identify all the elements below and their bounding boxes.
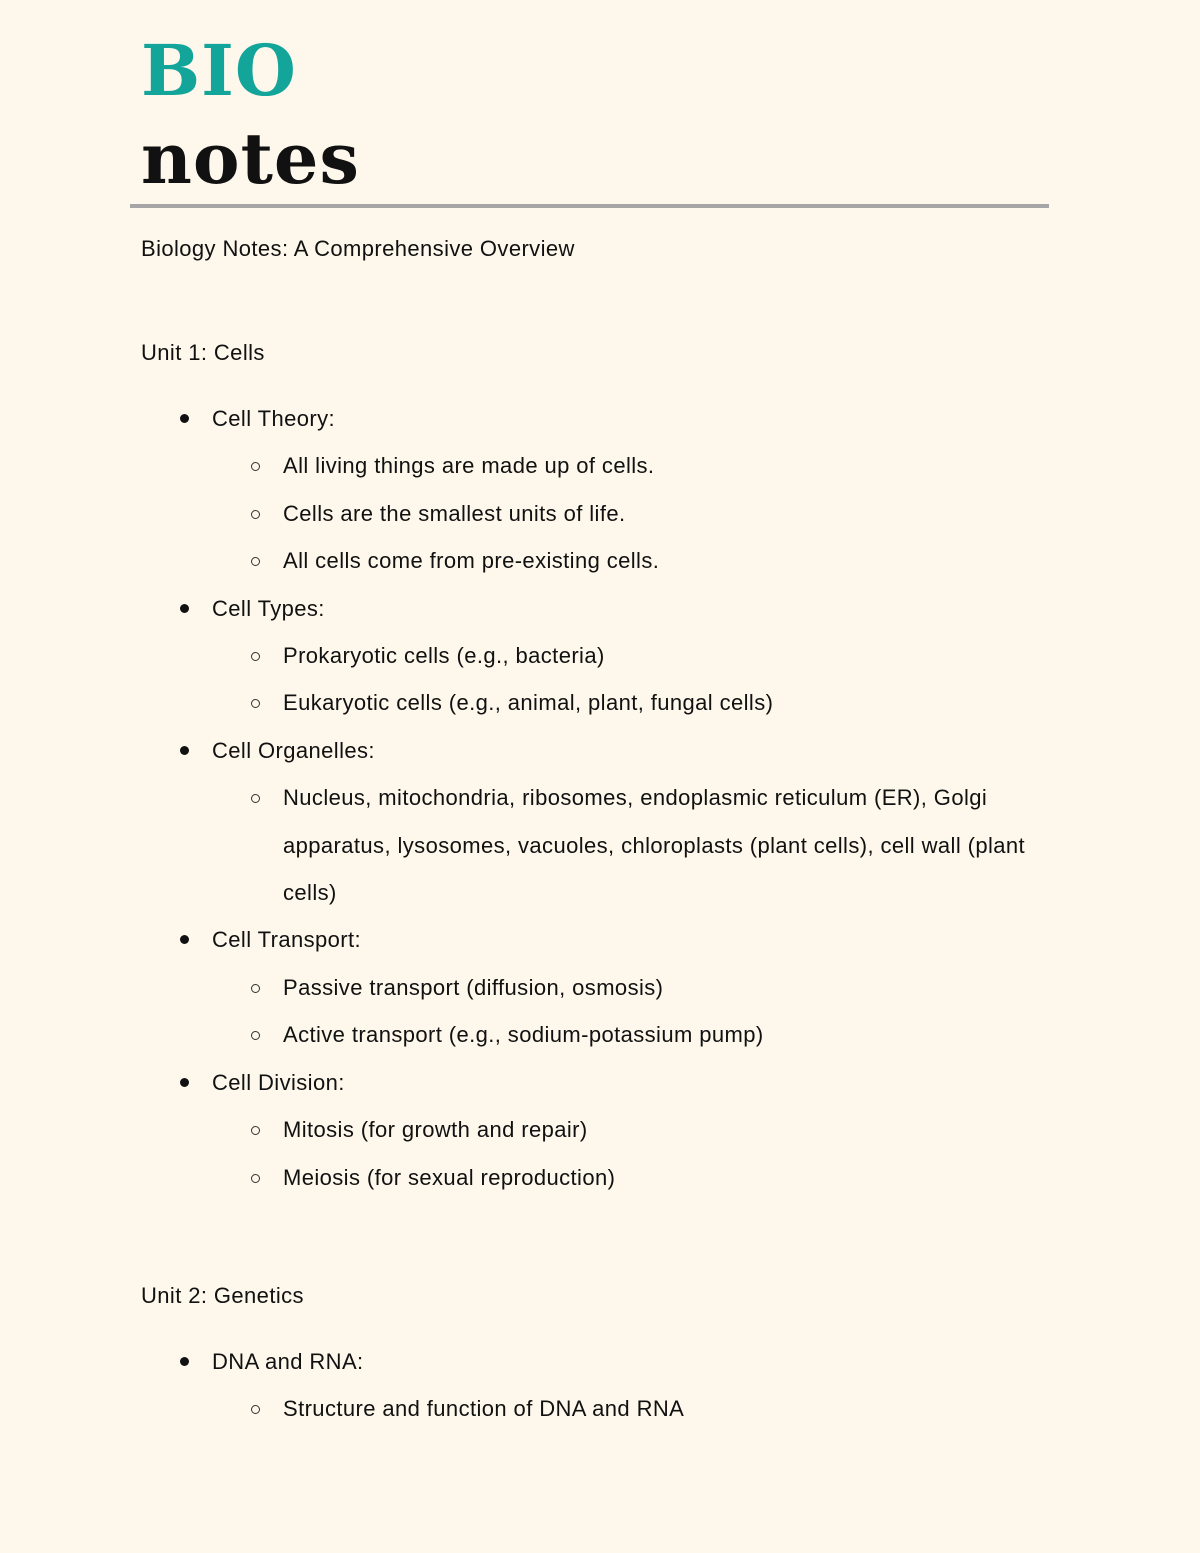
topic-list — [141, 1338, 1061, 1433]
circle-bullet-icon — [251, 1174, 260, 1183]
point-text: All cells come from pre-existing cells. — [283, 548, 660, 574]
bullet-icon — [180, 746, 189, 755]
bullet-icon — [180, 935, 189, 944]
point-item — [212, 490, 1061, 537]
point-item — [212, 679, 1061, 726]
point-item — [212, 442, 1061, 489]
circle-bullet-icon — [251, 794, 260, 803]
point-text: Structure and function of DNA and RNA — [283, 1396, 685, 1422]
point-text: Mitosis (for growth and repair) — [283, 1117, 588, 1143]
document-title: Biology Notes: A Comprehensive Overview — [141, 236, 575, 261]
topic-item — [141, 1338, 1061, 1433]
topic-item — [141, 1059, 1061, 1201]
circle-bullet-icon — [251, 557, 260, 566]
point-text: Prokaryotic cells (e.g., bacteria) — [283, 643, 605, 669]
circle-bullet-icon — [251, 462, 260, 471]
point-item — [212, 1106, 1061, 1153]
circle-bullet-icon — [251, 510, 260, 519]
topic-label: DNA and RNA: — [212, 1348, 364, 1374]
circle-bullet-icon — [251, 652, 260, 661]
circle-bullet-icon — [251, 984, 260, 993]
bullet-icon — [180, 1078, 189, 1087]
brand-title-notes: notes — [141, 117, 360, 200]
topic-item — [141, 585, 1061, 727]
point-text: Cells are the smallest units of life. — [283, 500, 626, 526]
point-text: Eukaryotic cells (e.g., animal, plant, fungal cells) — [283, 690, 774, 716]
topic-label: Cell Theory: — [212, 406, 335, 431]
topic-item — [141, 916, 1061, 1058]
bullet-icon — [180, 604, 189, 613]
topic-label: Cell Division: — [212, 1069, 345, 1095]
point-list — [212, 1106, 1061, 1201]
unit-section — [141, 334, 1061, 1201]
title-divider — [130, 204, 1049, 208]
point-item — [212, 1385, 1061, 1432]
brand-title-bio: BIO — [141, 29, 297, 112]
topic-label: Cell Transport: — [212, 927, 362, 953]
circle-bullet-icon — [251, 699, 260, 708]
point-item — [212, 964, 1061, 1011]
point-list — [212, 1385, 1061, 1432]
point-text: Passive transport (diffusion, osmosis) — [283, 974, 664, 1000]
bullet-icon — [180, 414, 189, 423]
topic-item — [141, 727, 1061, 917]
topic-label: Cell Types: — [212, 595, 325, 621]
unit-heading: Unit 2: Genetics — [141, 1282, 304, 1308]
point-item — [212, 632, 1061, 679]
point-list — [212, 632, 1061, 727]
point-item — [212, 1154, 1061, 1201]
point-list — [212, 442, 1061, 584]
topic-label: Cell Organelles: — [212, 737, 375, 763]
notes-body — [141, 230, 1061, 1433]
point-item — [212, 537, 1061, 584]
point-list — [212, 964, 1061, 1059]
topic-list — [141, 395, 1061, 1201]
bullet-icon — [180, 1357, 189, 1366]
circle-bullet-icon — [251, 1405, 260, 1414]
point-list — [212, 774, 1061, 916]
unit-section — [141, 1277, 1061, 1433]
circle-bullet-icon — [251, 1126, 260, 1135]
topic-item — [141, 395, 1061, 585]
point-text: Meiosis (for sexual reproduction) — [283, 1164, 616, 1190]
point-text: Nucleus, mitochondria, ribosomes, endoplasmic reticulum (ER), Golgi apparatus, lysosomes, vacuoles, chloroplasts (plant cells), cell wall (plant cells) — [283, 785, 1026, 906]
point-item — [212, 1011, 1061, 1058]
circle-bullet-icon — [251, 1031, 260, 1040]
point-text: Active transport (e.g., sodium-potassium pump) — [283, 1022, 764, 1048]
point-text: All living things are made up of cells. — [283, 453, 655, 479]
unit-heading: Unit 1: Cells — [141, 340, 265, 365]
point-item — [212, 774, 1061, 916]
